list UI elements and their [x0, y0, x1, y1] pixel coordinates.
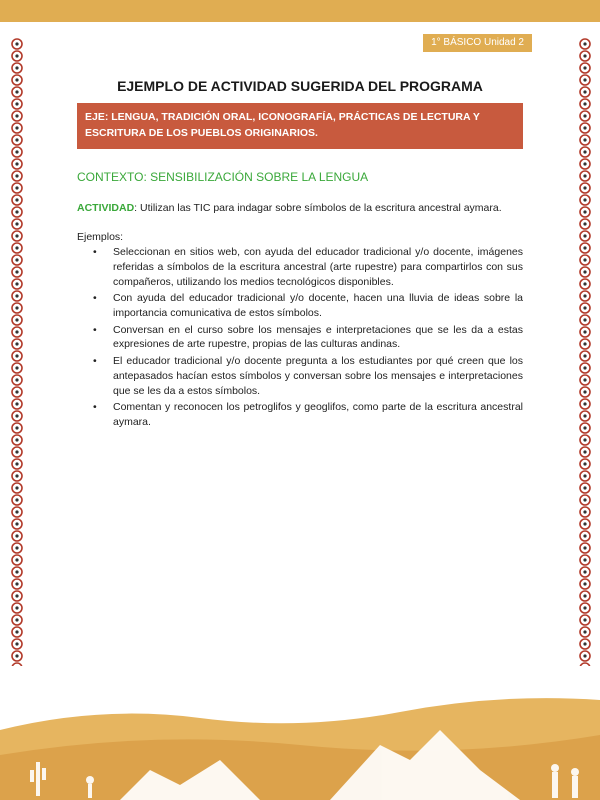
pattern-motif-icon	[580, 327, 590, 337]
contexto-heading: CONTEXTO: SENSIBILIZACIÓN SOBRE LA LENGUA	[77, 170, 369, 184]
bullet-icon: •	[93, 354, 97, 367]
pattern-motif-icon	[12, 591, 22, 601]
pattern-motif-icon	[580, 231, 590, 241]
pattern-motif-icon	[12, 327, 22, 337]
pattern-motif-icon	[12, 219, 22, 229]
pattern-motif-icon	[580, 591, 590, 601]
list-item	[93, 400, 523, 430]
pattern-motif-icon	[580, 411, 590, 421]
left-pattern-border	[6, 38, 28, 666]
pattern-motif-icon	[580, 219, 590, 229]
bullet-icon: •	[93, 401, 97, 414]
pattern-motif-icon	[12, 483, 22, 493]
pattern-motif-icon	[580, 99, 590, 109]
pattern-motif-icon	[580, 495, 590, 505]
pattern-motif-icon	[580, 483, 590, 493]
pattern-motif-icon	[12, 39, 22, 49]
actividad-separator: :	[134, 202, 138, 214]
pattern-motif-icon	[12, 519, 22, 529]
pattern-motif-icon	[580, 471, 590, 481]
list-item-text: Conversan en el curso sobre los mensajes e interpretaciones que se les da a estas expresiones de arte rupestre, propias de las culturas andinas.	[113, 323, 523, 351]
pattern-motif-icon	[580, 195, 590, 205]
bullet-icon: •	[93, 246, 97, 258]
pattern-motif-icon	[12, 411, 22, 421]
pattern-motif-icon	[12, 363, 22, 373]
pattern-motif-icon	[12, 183, 22, 193]
pattern-motif-icon	[580, 171, 590, 181]
pattern-motif-icon	[580, 255, 590, 265]
pattern-motif-icon	[12, 231, 22, 241]
pattern-motif-icon	[12, 639, 22, 649]
examples-list	[93, 245, 523, 432]
pattern-motif-icon	[580, 363, 590, 373]
bullet-icon: •	[93, 292, 97, 305]
pattern-motif-icon	[12, 267, 22, 277]
pattern-motif-icon	[12, 615, 22, 625]
pattern-motif-icon	[580, 567, 590, 577]
actividad-label: ACTIVIDAD	[77, 202, 135, 214]
pattern-motif-icon	[12, 387, 22, 397]
grade-unit-badge: 1° BÁSICO Unidad 2	[423, 34, 532, 52]
list-item	[93, 245, 523, 289]
pattern-motif-icon	[580, 303, 590, 313]
list-item-text: Comentan y reconocen los petroglifos y geoglifos, como parte de la escritura ancestral aymara.	[113, 401, 523, 428]
pattern-motif-icon	[580, 603, 590, 613]
pattern-motif-icon	[12, 243, 22, 253]
pattern-motif-icon	[12, 603, 22, 613]
pattern-motif-icon	[580, 423, 590, 433]
pattern-motif-icon	[580, 291, 590, 301]
pattern-motif-icon	[12, 111, 22, 121]
eje-text: EJE: LENGUA, TRADICIÓN ORAL, ICONOGRAFÍA, PRÁCTICAS DE LECTURA Y ESCRITURA DE LOS PUEBLOS ORIGINARIOS.	[85, 111, 480, 139]
pattern-motif-icon	[12, 375, 22, 385]
pattern-motif-icon	[580, 579, 590, 589]
pattern-motif-icon	[12, 495, 22, 505]
pattern-motif-icon	[580, 375, 590, 385]
pattern-motif-icon	[12, 627, 22, 637]
pattern-motif-icon	[12, 135, 22, 145]
list-item	[93, 323, 523, 353]
pattern-motif-icon	[580, 183, 590, 193]
actividad-paragraph	[77, 201, 523, 216]
pattern-motif-icon	[12, 195, 22, 205]
pattern-motif-icon	[12, 543, 22, 553]
page-title: EJEMPLO DE ACTIVIDAD SUGERIDA DEL PROGRAMA	[117, 78, 483, 94]
pattern-motif-icon	[580, 279, 590, 289]
pattern-motif-icon	[12, 147, 22, 157]
pattern-motif-icon	[12, 567, 22, 577]
pattern-motif-icon	[12, 423, 22, 433]
pattern-motif-icon	[12, 255, 22, 265]
actividad-text: Utilizan las TIC para indagar sobre símbolos de la escritura ancestral aymara.	[137, 202, 502, 214]
pattern-motif-icon	[580, 51, 590, 61]
right-pattern-border	[574, 38, 596, 666]
list-item-text: Seleccionan en sitios web, con ayuda del educador tradicional y/o docente, imágenes referidas a símbolos de la escritura ancestral (arte rupestre) para compartirlos con sus compañeros, utilizando los medios tecnológicos disponibles.	[113, 246, 523, 288]
pattern-motif-icon	[12, 171, 22, 181]
pattern-motif-icon	[580, 507, 590, 517]
pattern-motif-icon	[580, 207, 590, 217]
pattern-motif-icon	[580, 243, 590, 253]
pattern-motif-icon	[12, 531, 22, 541]
andean-landscape-footer	[0, 660, 600, 800]
pattern-motif-icon	[580, 399, 590, 409]
eje-box	[77, 103, 523, 149]
list-item	[93, 354, 523, 398]
pattern-motif-icon	[12, 471, 22, 481]
pattern-motif-icon	[12, 51, 22, 61]
pattern-motif-icon	[580, 123, 590, 133]
pattern-motif-icon	[12, 99, 22, 109]
list-item	[93, 291, 523, 321]
pattern-motif-icon	[580, 555, 590, 565]
pattern-motif-icon	[12, 399, 22, 409]
pattern-motif-icon	[580, 459, 590, 469]
pattern-motif-icon	[580, 519, 590, 529]
pattern-motif-icon	[580, 267, 590, 277]
pattern-motif-icon	[12, 159, 22, 169]
pattern-motif-icon	[12, 123, 22, 133]
pattern-motif-icon	[580, 387, 590, 397]
bullet-icon: •	[93, 323, 97, 336]
pattern-motif-icon	[12, 555, 22, 565]
pattern-motif-icon	[580, 543, 590, 553]
pattern-motif-icon	[580, 351, 590, 361]
pattern-motif-icon	[12, 291, 22, 301]
pattern-motif-icon	[580, 315, 590, 325]
pattern-motif-icon	[580, 615, 590, 625]
pattern-motif-icon	[12, 207, 22, 217]
ejemplos-label: Ejemplos:	[77, 231, 124, 243]
pattern-motif-icon	[580, 39, 590, 49]
pattern-motif-icon	[12, 279, 22, 289]
top-band	[0, 0, 600, 22]
pattern-motif-icon	[12, 507, 22, 517]
pattern-motif-icon	[580, 135, 590, 145]
list-item-text: Con ayuda del educador tradicional y/o docente, hacen una lluvia de ideas sobre la importancia comunicativa de estos símbolos.	[113, 292, 523, 319]
pattern-motif-icon	[12, 315, 22, 325]
pattern-motif-icon	[580, 435, 590, 445]
pattern-motif-icon	[12, 579, 22, 589]
pattern-motif-icon	[580, 447, 590, 457]
pattern-motif-icon	[12, 63, 22, 73]
pattern-motif-icon	[12, 459, 22, 469]
pattern-motif-icon	[12, 447, 22, 457]
pattern-motif-icon	[580, 531, 590, 541]
pattern-motif-icon	[580, 147, 590, 157]
pattern-motif-icon	[12, 351, 22, 361]
pattern-motif-icon	[580, 627, 590, 637]
pattern-motif-icon	[580, 339, 590, 349]
pattern-motif-icon	[12, 303, 22, 313]
pattern-motif-icon	[12, 435, 22, 445]
pattern-motif-icon	[12, 339, 22, 349]
list-item-text: El educador tradicional y/o docente pregunta a los estudiantes por qué creen que los antepasados hacían estos símbolos y conversan sobre los mensajes e interpretaciones que se les da a estos símbolos.	[113, 354, 523, 397]
pattern-motif-icon	[580, 639, 590, 649]
pattern-motif-icon	[580, 159, 590, 169]
pattern-motif-icon	[580, 111, 590, 121]
pattern-motif-icon	[580, 63, 590, 73]
